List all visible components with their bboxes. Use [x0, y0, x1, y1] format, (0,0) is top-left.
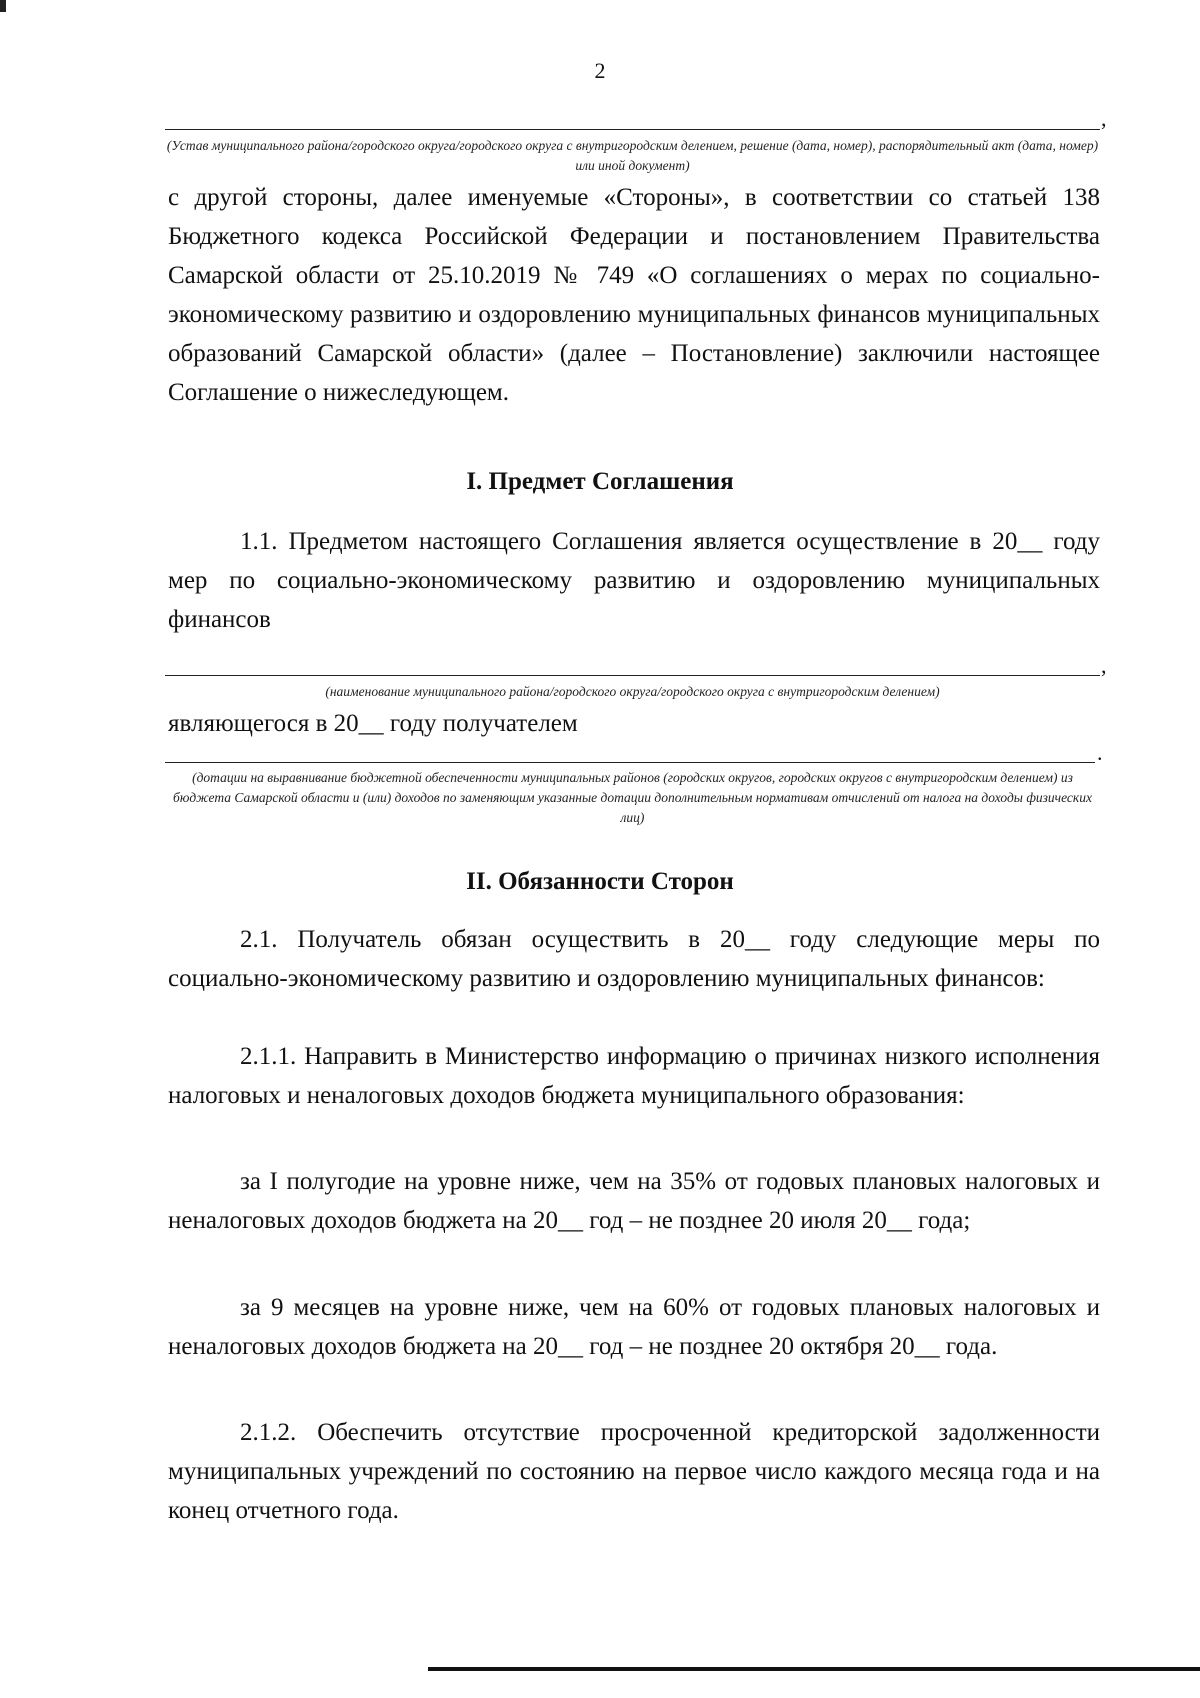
clause-half-year: за I полугодие на уровне ниже, чем на 35% от годовых плановых налоговых и неналоговых доходов бюджета на 20__ год – не позднее 20 июля 20__ года; — [168, 1168, 1100, 1234]
fill-in-line-municipality-name — [165, 675, 1100, 676]
fill-in-line-trailing-comma: , — [1101, 106, 1107, 131]
clause-2-1-1: 2.1.1. Направить в Министерство информацию о причинах низкого исполнения налоговых и неналоговых доходов бюджета муниципального образования: — [168, 1043, 1100, 1109]
clause-2-1: 2.1. Получатель обязан осуществить в 20__ году следующие меры по социально-экономическому развитию и оздоровлению муниципальных финансов: — [168, 926, 1100, 992]
intro-paragraph: с другой стороны, далее именуемые «Стороны», в соответствии со статьей 138 Бюджетного кодекса Российской Федерации и постановлением Правительства Самарской области от 25.10.2019 № 749 «О соглашениях о мерах по социально-экономическому развитию и оздоровлению муниципальных финансов муниципальных образований Самарской области» (далее – Постановление) заключили настоящее Соглашение о нижеследующем. — [168, 184, 1100, 406]
recipient-text: являющегося в 20__ году получателем — [168, 710, 578, 737]
founding-document-caption: (Устав муниципального района/городского округа/городского округа с внутригородским делением, решение (дата, номер), распорядительный акт (дата, номер) или иной документ) — [166, 138, 1099, 173]
municipality-line-trailing-comma: , — [1101, 653, 1107, 678]
municipality-name-caption: (наименование муниципального района/городского округа/городского округа с внутригородским делением) — [325, 684, 940, 699]
footer-rule — [428, 1667, 1200, 1671]
clause-1-1: 1.1. Предметом настоящего Соглашения является осуществление в 20__ году мер по социально-экономическому развитию и оздоровлению муниципальных финансов — [168, 528, 1100, 633]
clause-2-1-2: 2.1.2. Обеспечить отсутствие просроченной кредиторской задолженности муниципальных учреждений по состоянию на первое число каждого месяца года и на конец отчетного года. — [168, 1419, 1100, 1524]
page-number: 2 — [594, 58, 606, 83]
scan-corner-mark — [0, 0, 6, 12]
fill-in-line-subsidy-type — [165, 762, 1095, 763]
fill-in-line-founding-document — [165, 129, 1100, 130]
section-2-heading: II. Обязанности Сторон — [466, 868, 734, 895]
subsidy-type-caption: (дотации на выравнивание бюджетной обеспеченности муниципальных районов (городских округов, городских округов с внутригородским делением) из бюджета Самарской области и (или) доходов по заменяющим указанные дотации дополнительным нормативам отчислений от налога на доходы физических лиц) — [173, 770, 1092, 825]
subsidy-line-trailing-period: . — [1097, 740, 1103, 765]
clause-nine-months: за 9 месяцев на уровне ниже, чем на 60% от годовых плановых налоговых и неналоговых доходов бюджета на 20__ год – не позднее 20 октября 20__ года. — [168, 1294, 1100, 1360]
section-1-heading: I. Предмет Соглашения — [466, 468, 734, 495]
